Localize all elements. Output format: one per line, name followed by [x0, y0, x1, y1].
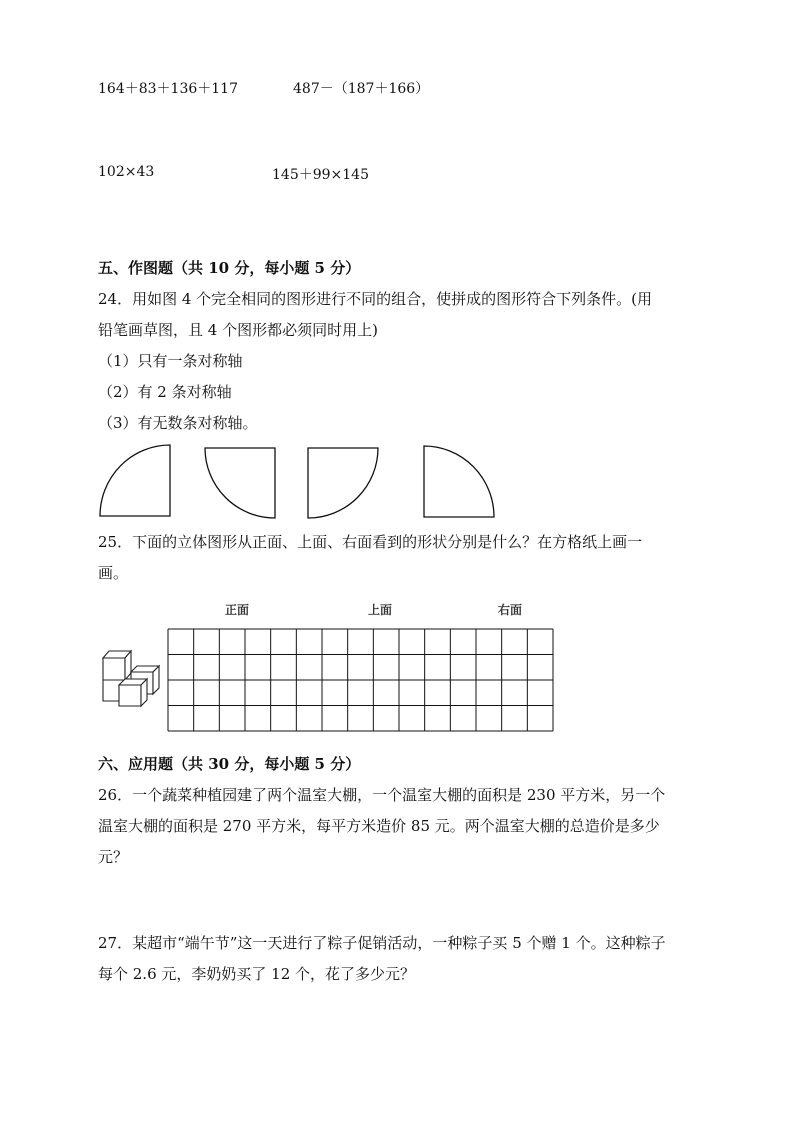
section5-heading: 五、作图题（共 10 分，每小题 5 分） [98, 259, 361, 277]
q24-item-3: （3）有无数条对称轴。 [98, 414, 258, 432]
q24-item-2: （2）有 2 条对称轴 [98, 383, 232, 401]
q24-text-line1: 24．用如图 4 个完全相同的图形进行不同的组合，使拼成的图形符合下列条件。(用 [98, 290, 653, 308]
calc-expression-1: 164＋83＋136＋117 [98, 81, 238, 97]
section6-heading: 六、应用题（共 30 分，每小题 5 分） [98, 755, 361, 773]
q25-text-line1: 25．下面的立体图形从正面、上面、右面看到的形状分别是什么？在方格纸上画一 [98, 533, 643, 551]
grid-label-right: 右面 [498, 603, 523, 617]
q27-text-line1: 27．某超市“端午节”这一天进行了粽子促销活动，一种粽子买 5 个赠 1 个。这种粽子 [98, 934, 666, 952]
calc-expression-4: 145＋99×145 [272, 167, 369, 183]
q27-text-line2: 每个 2.6 元，李奶奶买了 12 个，花了多少元？ [98, 965, 416, 983]
calc-expression-2: 487－（187＋166） [293, 81, 430, 97]
grid-label-top: 上面 [368, 603, 393, 617]
q26-text-line3: 元？ [98, 848, 129, 866]
calc-expression-3: 102×43 [98, 164, 155, 180]
grid-label-front: 正面 [225, 603, 250, 617]
q24-item-1: （1）只有一条对称轴 [98, 352, 243, 370]
q26-text-line1: 26．一个蔬菜种植园建了两个温室大棚，一个温室大棚的面积是 230 平方米，另一个 [98, 786, 666, 804]
q25-text-line2: 画。 [98, 564, 129, 582]
q24-text-line2: 铅笔画草图，且 4 个图形都必须同时用上) [98, 321, 378, 339]
q26-text-line2: 温室大棚的面积是 270 平方米，每平方米造价 85 元。两个温室大棚的总造价是多少 [98, 817, 660, 835]
